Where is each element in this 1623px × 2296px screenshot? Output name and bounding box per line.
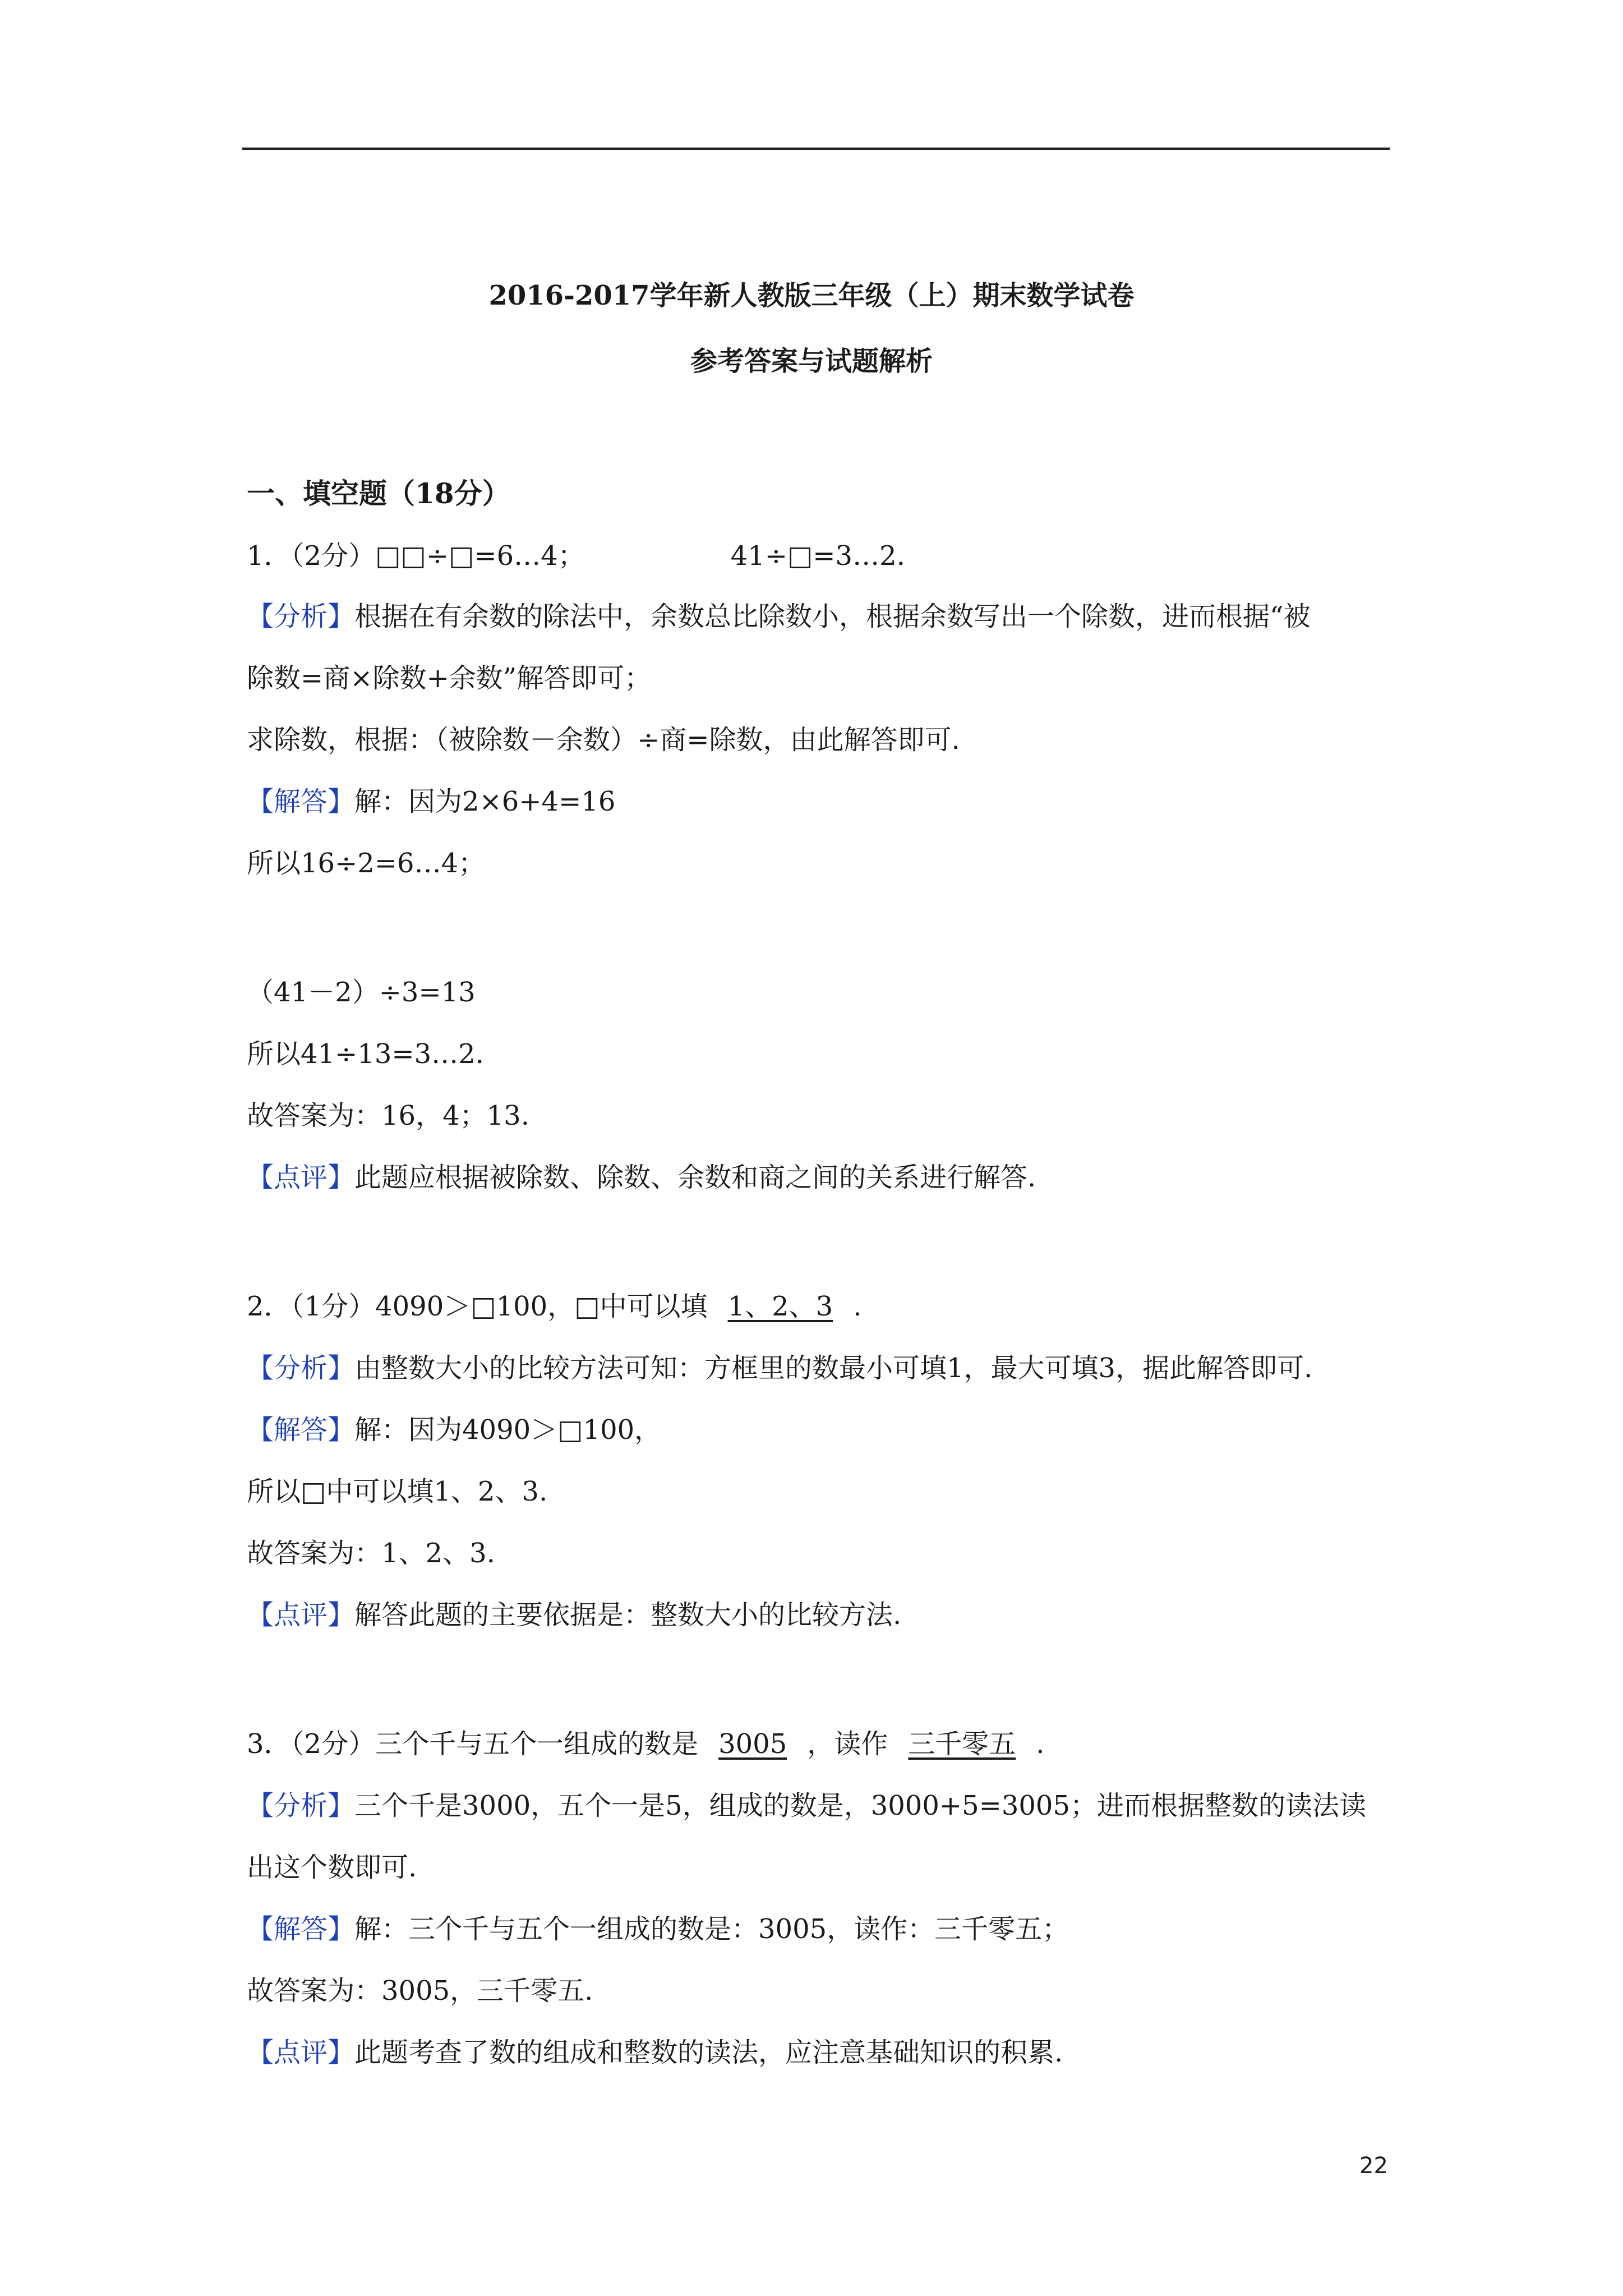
q2-analysis-text: 由整数大小的比较方法可知：方框里的数最小可填1，最大可填3，据此解答即可.: [354, 1352, 1313, 1384]
q1-answer-line4: 所以41÷13=3…2.: [247, 1038, 484, 1070]
q1-analysis-line3: 求除数，根据：（被除数－余数）÷商=除数，由此解答即可.: [247, 724, 960, 756]
q3-stem-mid: ，读作: [807, 1728, 888, 1760]
q1-stem-a: 1．（2分）□□÷□=6…4；: [247, 540, 585, 572]
q3-analysis-line2: 出这个数即可.: [247, 1852, 417, 1883]
q3-stem-pre: 3．（2分）三个千与五个一组成的数是: [247, 1728, 699, 1760]
answer-tag: 【解答】: [247, 786, 355, 817]
q2-answer-line1: [247, 1408, 661, 1447]
q1-stem-b: 41÷□=3…2.: [730, 540, 905, 572]
q1-analysis-line2: 除数=商×除数+余数”解答即可；: [247, 662, 652, 694]
q3-answer-blank-number: 3005: [718, 1728, 787, 1760]
analysis-tag: 【分析】: [247, 1790, 355, 1821]
q3-answer-line1: [247, 1907, 1069, 1946]
q2-stem-post: .: [853, 1291, 862, 1322]
q2-analysis-line: [247, 1346, 1312, 1385]
q3-answer-blank-reading: 三千零五: [908, 1728, 1016, 1760]
comment-tag: 【点评】: [247, 2037, 355, 2068]
q1-comment-line: [247, 1156, 1036, 1194]
q3-analysis-line1: [247, 1784, 1366, 1823]
q2-comment-line: [247, 1593, 901, 1632]
q1-answer-line2: 所以16÷2=6…4；: [247, 848, 486, 879]
analysis-tag: 【分析】: [247, 1352, 355, 1384]
q1-answer-line1: [247, 780, 615, 818]
q3-comment-text: 此题考查了数的组成和整数的读法，应注意基础知识的积累.: [354, 2037, 1063, 2068]
q2-comment-text: 解答此题的主要依据是：整数大小的比较方法.: [354, 1599, 902, 1631]
q1-answer-text1: 解：因为2×6+4=16: [354, 786, 616, 817]
q3-analysis-text1: 三个千是3000，五个一是5，组成的数是，3000+5=3005；进而根据整数的读法读: [354, 1790, 1367, 1821]
q2-answer-line2: 所以□中可以填1、2、3.: [247, 1476, 548, 1507]
q2-answer-blank: 1、2、3: [727, 1291, 833, 1322]
analysis-tag: 【分析】: [247, 601, 355, 632]
q1-analysis-line1: [247, 595, 1311, 633]
q3-answer-line2: 故答案为：3005，三千零五.: [247, 1975, 593, 2007]
q2-stem: [247, 1285, 861, 1323]
comment-tag: 【点评】: [247, 1162, 355, 1193]
section-heading: 一、填空题（18分）: [247, 477, 510, 510]
document-subtitle: 参考答案与试题解析: [690, 346, 933, 377]
header-rule: [242, 148, 1390, 150]
q1-analysis-text1: 根据在有余数的除法中，余数总比除数小，根据余数写出一个除数，进而根据“被: [354, 601, 1311, 632]
q1-answer-line5: 故答案为：16，4；13.: [247, 1100, 529, 1131]
answer-tag: 【解答】: [247, 1913, 355, 1945]
q1-answer-line3: （41－2）÷3=13: [247, 977, 476, 1008]
q2-stem-pre: 2．（1分）4090＞□100，□中可以填: [247, 1291, 708, 1322]
q3-stem-post: .: [1036, 1728, 1045, 1760]
q3-answer-text1: 解：三个千与五个一组成的数是：3005，读作：三千零五；: [354, 1913, 1069, 1945]
q1-comment-text: 此题应根据被除数、除数、余数和商之间的关系进行解答.: [354, 1162, 1036, 1193]
q2-answer-text1: 解：因为4090＞□100，: [354, 1414, 662, 1446]
document-title: 2016-2017学年新人教版三年级（上）期末数学试卷: [488, 280, 1135, 311]
answer-tag: 【解答】: [247, 1414, 355, 1446]
page-number: 22: [1359, 2153, 1388, 2179]
q3-stem: [247, 1722, 1045, 1761]
q2-answer-line3: 故答案为：1、2、3.: [247, 1538, 495, 1569]
comment-tag: 【点评】: [247, 1599, 355, 1631]
q3-comment-line: [247, 2031, 1063, 2069]
q1-stem: [247, 534, 905, 573]
